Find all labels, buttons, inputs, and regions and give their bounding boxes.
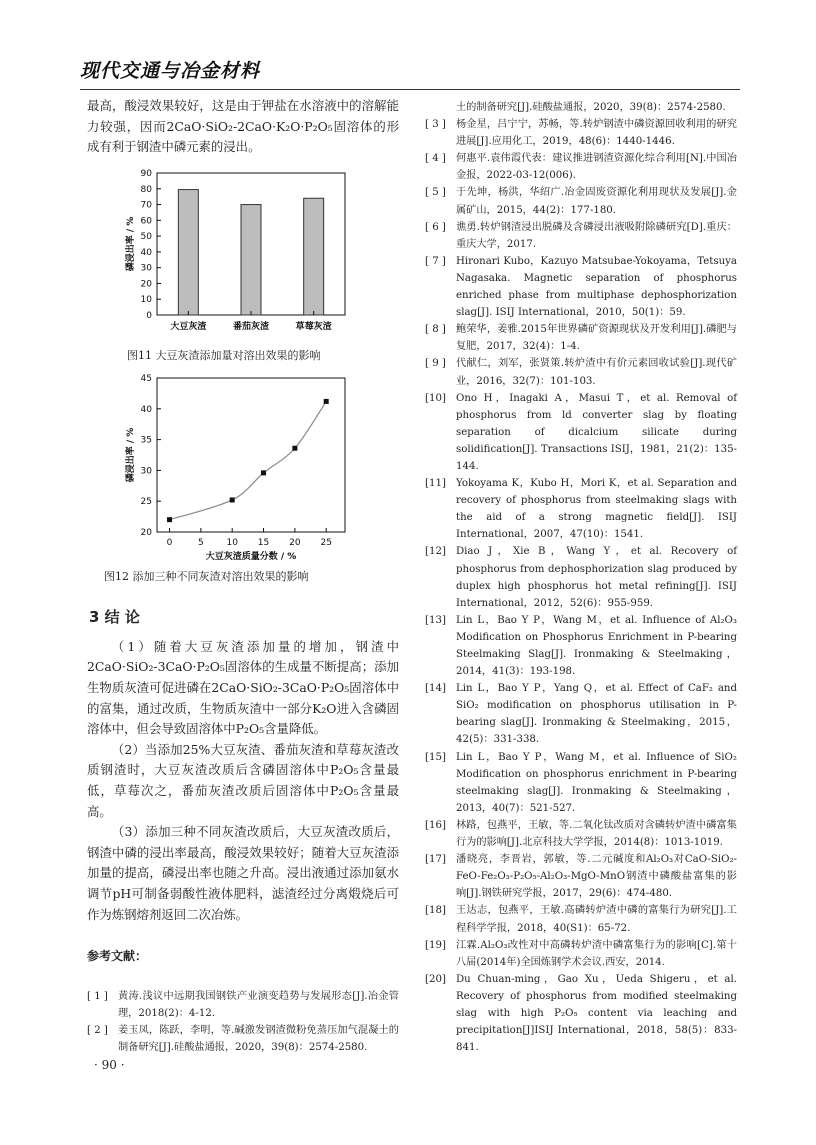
bar [178,189,198,314]
reference-number: [ 6 ] [425,221,446,233]
reference-item [425,184,737,218]
reference-text: Du Chuan-ming，Gao Xu，Ueda Shigeru，et al. Recovery of phosphorus from modified steelmaking slag with high P₂O₅ content via leaching and precipitation[J]ISIJ International，2018，58(5)：833-841. [456,973,737,1054]
reference-text: 于先坤，杨洪，华绍广.冶金固废资源化利用现状及发展[J].金属矿山，2015，44(2)：177-180. [456,187,737,216]
reference-number: [17] [425,854,446,866]
reference-number: [19] [425,939,446,951]
x-axis-label: 大豆灰渣质量分数 / % [205,551,297,562]
reference-item [425,116,737,150]
reference-item [425,680,737,748]
reference-number: [14] [425,683,446,695]
y-tick-label: 20 [140,527,152,538]
x-tick-label: 番茄灰渣 [232,321,270,332]
reference-item [425,971,737,1056]
line-chart-fig12 [87,372,399,562]
reference-number: [ 5 ] [425,187,446,199]
reference-item [425,219,737,253]
reference-text: 王达志，包燕平，王敏.高磷转炉渣中磷的富集行为研究[J].工程科学学报，2018，40(S1)：65-72. [456,905,737,934]
x-tick-label: 10 [226,537,238,548]
reference-text: 杨金星，吕宁宁，苏畅，等.转炉钢渣中磷资源回收利用的研究进展[J].应用化工，2019，48(6)：1440-1446. [456,119,737,148]
reference-text: Lin L，Bao Y P，Yang Q，et al. Effect of CaF₂ and SiO₂ modification on phosphorus utilisation in P-bearing slag[J]. Ironmaking & Steelmaking，2015，42(5)：331-338. [456,683,737,746]
reference-number: [11] [425,478,446,490]
reference-item [425,851,737,902]
y-tick-label: 10 [140,295,152,306]
right-column [425,99,737,1056]
x-tick-label: 15 [257,537,270,548]
reference-number: [ 3 ] [425,119,446,131]
reference-text: Diao J，Xie B，Wang Y，et al. Recovery of phosphorus from dephosphorization slag produced by duplex high phosphorus hot metal refining[J]. ISIJ International，2012，52(6)：955-959. [456,546,737,609]
reference-item [425,817,737,851]
x-tick-label: 草莓灰渣 [295,321,332,332]
data-point [292,446,297,451]
conclusion-2: （2）当添加25%大豆灰渣、番茄灰渣和草莓灰渣改质钢渣时，大豆灰渣改质后含磷固溶体中P₂O₅含量最低，草莓次之，番茄灰渣改质后固溶体中P₂O₅含量最高。 [87,741,399,819]
y-tick-label: 25 [140,496,152,507]
reference-item [87,988,399,1022]
left-column [87,96,399,1054]
y-axis-label: 磷浸出率 / % [126,427,136,483]
reference-number: [ 2 ] [87,1025,108,1037]
bar [304,198,324,315]
y-tick-label: 50 [140,231,152,242]
reference-number: [10] [425,392,446,404]
reference-text: 林路，包燕平，王敏，等.二氧化钛改质对含磷转炉渣中磷富集行为的影响[J].北京科技大学学报，2014(8)：1013-1019. [456,819,737,849]
series-line [170,401,327,519]
x-tick-label: 大豆灰渣 [170,321,207,332]
y-tick-label: 60 [140,216,152,227]
reference-text: 何惠平.袁伟霞代表：建议推进钢渣资源化综合利用[N].中国冶金报，2022-03-12(006). [456,153,737,182]
reference-number: [13] [425,614,446,626]
reference-number: [20] [425,973,446,985]
y-tick-label: 30 [140,466,152,477]
reference-item [425,150,737,184]
reference-text: Ono H，Inagaki A，Masui T，et al. Removal of phosphorus from ld converter slag by floating separation of dicalcium silicate during solidification[J]. Transactions ISIJ，1981，21(2)：135-144. [456,392,737,472]
x-tick-label: 25 [320,537,332,548]
reference-text: 鲍荣华，姜雅.2015年世界磷矿资源现状及开发利用[J].磷肥与复肥，2017，32(4)：1-4. [456,324,737,353]
data-point [324,399,329,404]
page-number: · 90 · [94,1058,125,1072]
conclusion-1: （1）随着大豆灰渣添加量的增加，钢渣中2CaO·SiO₂-3CaO·P₂O₅固溶体的生成量不断提高；添加生物质灰渣可促进磷在2CaO·SiO₂-3CaO·P₂O₅固溶体中的富集，通过改质，生物质灰渣中一部分K₂O进入含磷固溶体中，但会导致固溶体中P₂O₅含量降低。 [87,638,399,737]
reference-text: 黄涛.浅议中远期我国钢铁产业演变趋势与发展形态[J].冶金管理，2018(2)：4-12. [118,991,399,1020]
y-tick-label: 0 [146,310,152,321]
y-tick-label: 40 [140,247,152,258]
fig11-caption: 图11 大豆灰渣添加量对溶出效果的影响 [127,348,321,362]
x-tick-label: 20 [289,537,301,548]
reference-item [425,390,737,475]
reference-item [425,902,737,936]
reference-item [425,99,737,116]
reference-text: 谯勇.转炉钢渣浸出脱磷及含磷浸出液吸附除磷研究[D].重庆：重庆大学，2017. [456,221,737,250]
fig12-caption: 图12 添加三种不同灰渣对溶出效果的影响 [104,569,309,583]
section-heading-conclusions: 3 结 论 [89,607,140,626]
bar-chart-fig11 [87,165,399,343]
reference-item [425,749,737,817]
reference-item [425,355,737,389]
reference-number: [12] [425,546,446,558]
reference-text: Lin L，Bao Y P，Wang M，et al. Influence of Al₂O₃ Modification on Phosphorus Enrichment in P-bearing Steelmaking Slag[J]. Ironmaking & Steelmaking，2014，41(3)：193-198. [456,614,737,678]
reference-number: [ 8 ] [425,324,446,336]
reference-item [425,475,737,543]
reference-number: [ 1 ] [87,991,108,1003]
plot-frame [157,378,345,532]
figure-12 [87,372,399,584]
data-point [167,517,172,522]
references-list-right [425,99,737,1056]
reference-item [425,321,737,355]
intro-paragraph: 最高，酸浸效果较好，这是由于钾盐在水溶液中的溶解能力较强，因而2CaO·SiO₂-2CaO·K₂O·P₂O₅固溶体的形成有利于钢渣中磷元素的浸出。 [87,98,399,155]
conclusions [87,637,399,925]
reference-number: [ 9 ] [425,358,446,370]
reference-text: Lin L，Bao Y P，Wang M，et al. Influence of SiO₂ Modification on phosphorus enrichment in P-bearing steelmaking slag[J]. Ironmaking & Steelmaking，2013，40(7)：521-527. [456,751,737,814]
y-tick-label: 35 [140,435,152,446]
y-tick-label: 90 [140,168,152,179]
y-tick-label: 45 [140,373,152,384]
bar [241,204,261,314]
y-tick-label: 30 [140,263,152,274]
reference-continuation: 土的制备研究[J].硅酸盐通报，2020，39(8)：2574-2580. [456,102,726,113]
y-tick-label: 80 [140,184,152,195]
y-tick-label: 40 [140,404,152,415]
conclusion-3: （3）添加三种不同灰渣改质后，大豆灰渣改质后，钢渣中磷的浸出率最高，酸浸效果较好；随着大豆灰渣添加量的提高，磷浸出率也随之升高。浸出液通过添加氨水调节pH可制备弱酸性液体肥料，滤渣经过分离煅烧后可作为炼钢熔剂返回二次冶炼。 [87,824,399,922]
references-list-left [87,988,399,1054]
reference-number: [ 7 ] [425,255,446,267]
reference-item [425,937,737,971]
reference-item [425,253,737,321]
reference-text: 潘晓亮，李晋岩，郭敏，等.二元碱度和Al₂O₃对CaO-SiO₂-FeO-Fe₂O₃-P₂O₅-Al₂O₃-MgO-MnO钢渣中磷酸盐富集的影响[J].钢铁研究学报，2017，29(6)：474-480. [456,854,737,900]
reference-text: 江霖.Al₂O₃改性对中高磷转炉渣中磷富集行为的影响[C].第十八届(2014年)全国炼钢学术会议.西安，2014. [456,939,737,968]
reference-number: [15] [425,751,446,763]
reference-item [425,612,737,680]
reference-number: [ 4 ] [425,153,446,165]
y-tick-label: 70 [140,200,152,211]
data-point [261,470,266,475]
data-point [230,497,235,502]
y-axis-label: 磷浸出率 / % [126,216,136,272]
header-rule [80,89,740,90]
reference-text: Yokoyama K，Kubo H，Mori K，et al. Separation and recovery of phosphorus from steelmaking slags with the aid of a strong magnetic field[J]. ISIJ International，2007，47(10)：1541. [456,478,737,541]
reference-number: [18] [425,905,446,917]
reference-item [425,543,737,611]
figure-11 [87,165,399,363]
reference-text: 姜玉凤，陈跃，李明，等.碱激发钢渣微粉免蒸压加气混凝土的制备研究[J].硅酸盐通报，2020，39(8)：2574-2580. [118,1025,399,1054]
y-tick-label: 20 [140,279,152,290]
references-heading: 参考文献： [87,949,148,964]
reference-text: Hironari Kubo，Kazuyo Matsubae-Yokoyama，Tetsuya Nagasaka. Magnetic separation of phosphorus enriched phase from multiphase dephosphorization slag[J]. ISIJ International，2010，50(1)：59. [456,255,737,319]
x-tick-label: 5 [197,537,204,548]
reference-item [87,1022,399,1054]
journal-title: 现代交通与冶金材料 [80,60,261,82]
x-tick-label: 0 [166,537,173,548]
reference-number: [16] [425,819,446,831]
reference-text: 代献仁，刘军，张贤策.转炉渣中有价元素回收试验[J].现代矿业，2016，32(7)：101-103. [456,358,737,387]
